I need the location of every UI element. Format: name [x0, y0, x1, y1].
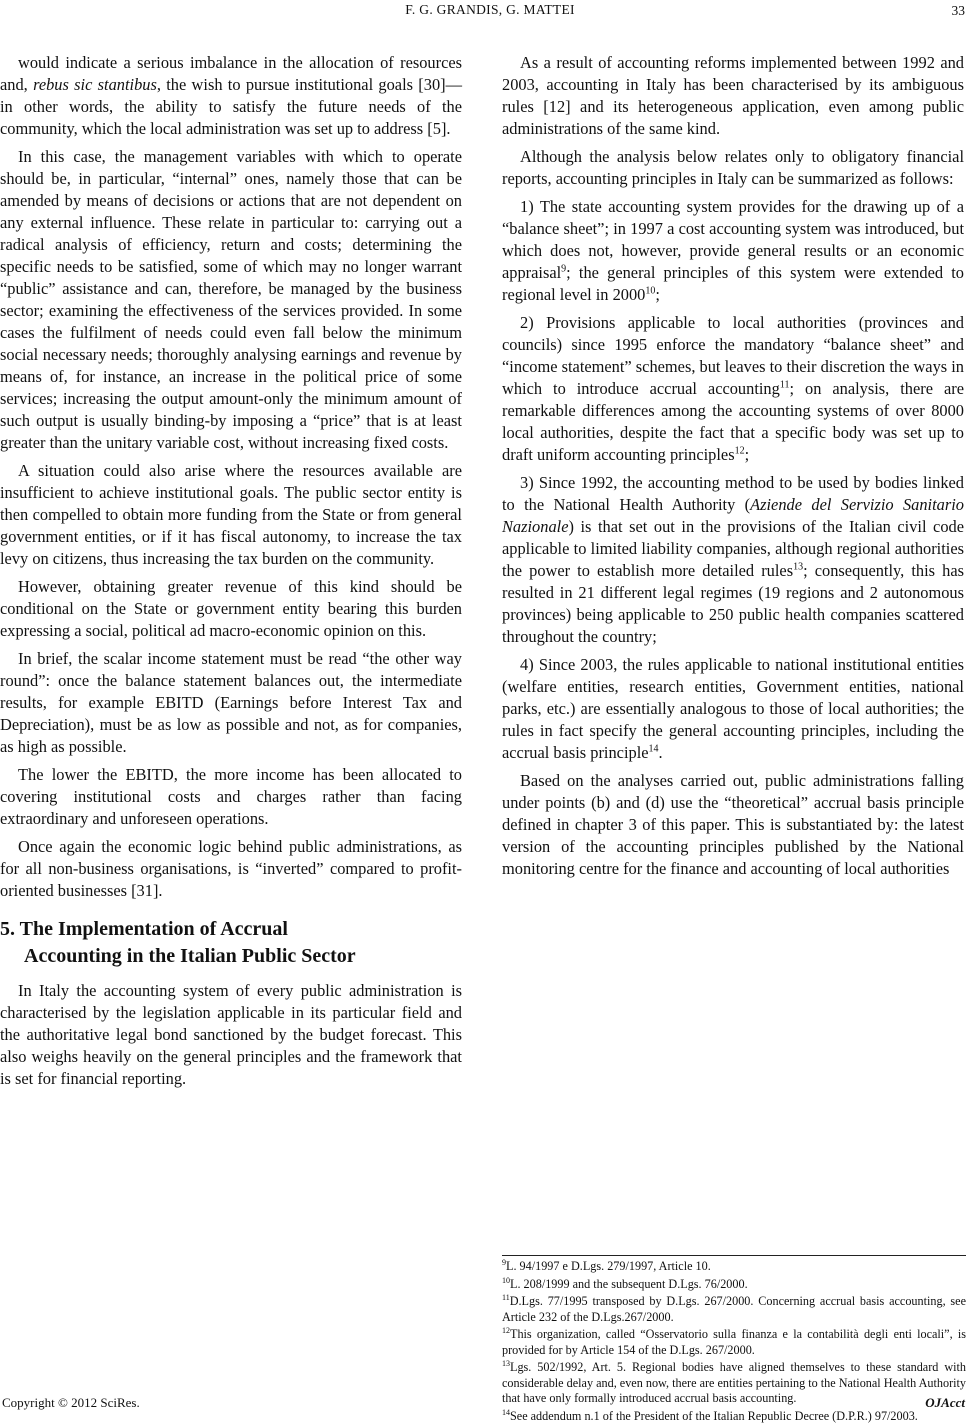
- footnote: $^{11}$D.Lgs. 77/1995 transposed by D.Lgs. 267/2000. Concerning accrual basis accounting, see Article 232 of the D.Lgs.267/2000.: [502, 1292, 966, 1324]
- footnotes: [502, 1255, 966, 1426]
- paragraph: In brief, the scalar income statement must be read “the other way round”: once the balance statement balances out, the intermediate results, for example EBITD (Earnings before Interest Tax and Depreciation), must be as low as possible and not, as for companies, as high as possible.: [0, 649, 462, 756]
- footnote: $^{13}$Lgs. 502/1992, Art. 5. Regional bodies have aligned themselves to these standard with considerable delay and, even now, there are entities pertaining to the National Health Authority that have only formally introduced accrual basis accounting.: [502, 1358, 966, 1405]
- footnote-ref[interactable]: 11: [779, 379, 790, 391]
- list-item: 1) The state accounting system provides for the drawing up of a “balance sheet”; in 1997 a cost accounting system was introduced, but which does not, however, provide general results or an economic appraisal$^9$; the general principles of this system were extended to regional level in 2000$^{10}$;: [502, 197, 964, 304]
- paragraph: In this case, the management variables with which to operate should be, in particular, “internal” ones, namely those that can be amended by means of decisions or actions that are not dependent on any external influence. These relate in particular to: carrying out a radical analysis of efficiency, return and costs; determining the specific needs to be satisfied, some of which may no longer warrant “public” assistance and can, therefore, be managed by the business sector; examining the effectiveness of the services provided. In some cases the fulfilment of needs could even fall below the minimum social necessary needs; thoroughly analysing earnings and revenue by means of, for instance, an increase in the political price of some services; increasing the output amount-only the minimum amount of such output is usually binding-by imposing a “price” that is at least greater than the unitary variable cost, without increasing fixed costs.: [0, 147, 462, 452]
- footnote: $^{12}$This organization, called “Osservatorio sulla finanza e la contabilità degli enti locali”, is provided for by Article 154 of the D.Lgs. 267/2000.: [502, 1325, 966, 1357]
- page-number: 33: [951, 3, 965, 18]
- footnote-ref[interactable]: 14: [648, 743, 659, 755]
- left-column: [0, 52, 462, 1096]
- footnote-ref[interactable]: 9: [561, 263, 567, 275]
- paragraph: Based on the analyses carried out, public administrations falling under points (b) and (d) use the “theoretical” accrual basis principle defined in chapter 3 of this paper. This is substantiated by: the latest version of the accounting principles published by the National monitoring centre for the finance and accounting of local authorities: [502, 771, 964, 878]
- journal-name: OJAcct: [925, 1395, 965, 1410]
- section-heading-line2: Accounting in the Italian Public Sector: [24, 945, 356, 967]
- list-item: 2) Provisions applicable to local authorities (provinces and councils) since 1995 enforce the mandatory “balance sheet” and “income statement” schemes, but leaves to their discretion the ways in which to introduce accrual accounting$^{11}$; on analysis, there are remarkable differences among the accounting systems of over 8000 local authorities, despite the fact that a specific body was set up to draft uniform accounting principles$^{12}$;: [502, 313, 964, 464]
- footnote-ref[interactable]: 10: [645, 285, 656, 297]
- copyright-notice: Copyright © 2012 SciRes.: [2, 1395, 140, 1410]
- footnote: $^{10}$L. 208/1999 and the subsequent D.Lgs. 76/2000.: [502, 1275, 748, 1291]
- right-column: [502, 52, 964, 886]
- paragraph: Once again the economic logic behind public administrations, as for all non-business organisations, is “inverted” compared to profit-oriented businesses [31].: [0, 837, 462, 900]
- list-item: 3) Since 1992, the accounting method to be used by bodies linked to the National Health Authority (Aziende del Servizio Sanitario Nazionale) is that set out in the provisions of the Italian civil code applicable to limited liability companies, although regional authorities the power to establish more detailed rules$^{13}$; consequently, this has resulted in 21 different legal regimes (19 regions and 2 autonomous provinces) being applicable to 250 public health companies scattered throughout the country;: [502, 473, 964, 646]
- paragraph: In Italy the accounting system of every public administration is characterised by the legislation applicable in its particular field and the authoritative legal bond sanctioned by the budget forecast. This also weighs heavily on the general principles and the framework that is set for financial reporting.: [0, 981, 462, 1088]
- footnote-ref[interactable]: 12: [734, 445, 745, 457]
- paragraph: As a result of accounting reforms implemented between 1992 and 2003, accounting in Italy has been characterised by its ambiguous rules [12] and its heterogeneous application, even among public administrations of the same kind.: [502, 53, 964, 138]
- running-head-authors: F. G. GRANDIS, G. MATTEI: [405, 2, 575, 17]
- section-heading-line1: 5. The Implementation of Accrual: [0, 918, 288, 940]
- paragraph: However, obtaining greater revenue of this kind should be conditional on the State or government entity bearing this burden expressing a social, political ad macro-economic opinion on this.: [0, 577, 462, 640]
- section-heading: [0, 916, 462, 970]
- footnote: $^{14}$See addendum n.1 of the President of the Italian Republic Decree (D.P.R.) 97/2003.: [502, 1407, 918, 1423]
- paragraph: The lower the EBITD, the more income has been allocated to covering institutional costs and charges rather than facing extraordinary and unforeseen operations.: [0, 765, 462, 828]
- paragraph: A situation could also arise where the resources available are insufficient to achieve institutional goals. The public sector entity is then compelled to obtain more funding from the State or from general government entities, or if it has fiscal autonomy, to increase the tax levy on citizens, thus increasing the tax burden on the community.: [0, 461, 462, 568]
- footnote: $^9$L. 94/1997 e D.Lgs. 279/1997, Article 10.: [502, 1257, 711, 1273]
- paragraph: would indicate a serious imbalance in the allocation of resources and, rebus sic stantibus, the wish to pursue institutional goals [30]—in other words, the ability to satisfy the future needs of the community, which the local administration was set up to address [5].: [0, 53, 462, 138]
- footnote-ref[interactable]: 13: [793, 561, 804, 573]
- paragraph: Although the analysis below relates only to obligatory financial reports, accounting principles in Italy can be summarized as follows:: [502, 147, 964, 188]
- list-item: 4) Since 2003, the rules applicable to national institutional entities (welfare entities, research entities, Government entities, national parks, etc.) are essentially analogous to those of local authorities; the rules in fact specify the general accounting principles, including the accrual basis principle$^{14}$.: [502, 655, 964, 762]
